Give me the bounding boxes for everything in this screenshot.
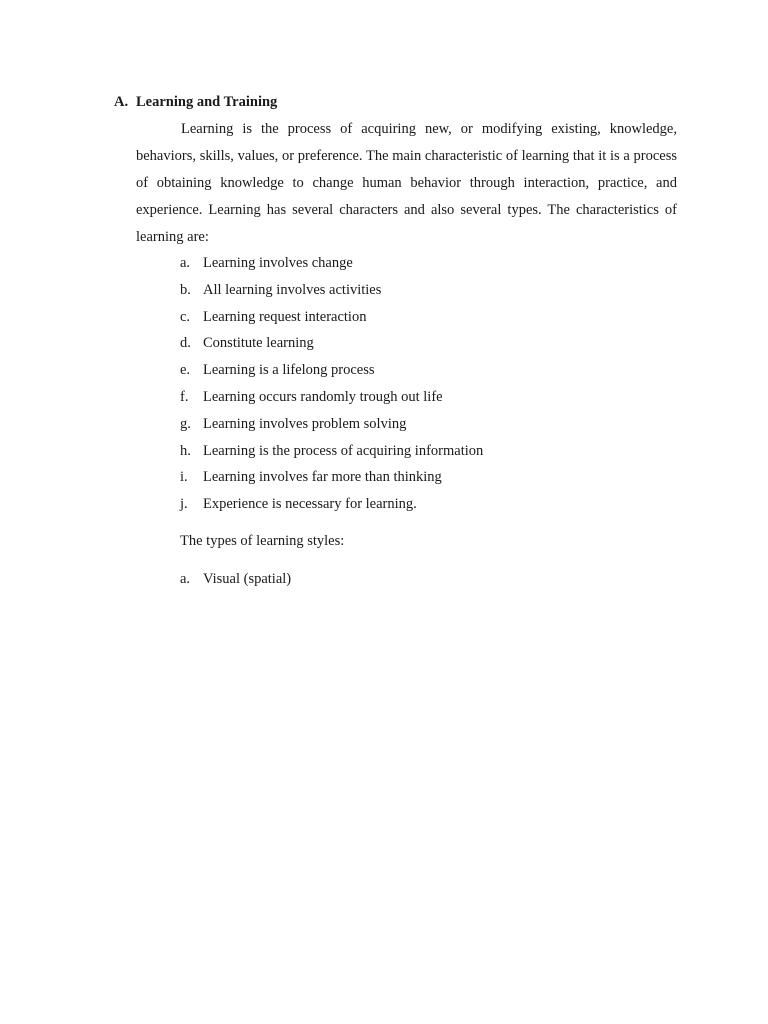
list-item	[180, 566, 291, 593]
list-marker: j.	[180, 496, 188, 513]
list-item	[180, 250, 483, 277]
list-item-text: Visual (spatial)	[203, 571, 292, 587]
section-title: Learning and Training	[136, 94, 278, 110]
list-item	[180, 384, 483, 411]
list-item-text: Learning request interaction	[203, 308, 367, 325]
list-item-text: Learning involves far more than thinking	[203, 469, 442, 486]
list-item-text: Learning occurs randomly trough out life	[203, 388, 443, 405]
list-marker: d.	[180, 335, 191, 352]
list-marker: g.	[180, 415, 191, 432]
list-item-text: Learning is a lifelong process	[203, 362, 375, 379]
list-item-text: All learning involves activities	[203, 281, 382, 298]
list-marker: f.	[180, 388, 189, 405]
list-item	[180, 330, 483, 357]
learning-styles-list	[180, 566, 291, 593]
list-item-text: Constitute learning	[203, 335, 314, 352]
list-item-text: Learning involves problem solving	[203, 415, 407, 432]
list-item-text: Learning involves change	[203, 255, 353, 271]
list-item	[180, 411, 483, 438]
list-item	[180, 277, 483, 304]
styles-intro: The types of learning styles:	[180, 533, 345, 549]
list-marker: b.	[180, 281, 191, 298]
list-marker: a.	[180, 255, 191, 271]
section-number: A.	[114, 94, 129, 110]
list-marker: i.	[180, 469, 188, 486]
list-marker: a.	[180, 571, 191, 587]
list-marker: e.	[180, 362, 191, 379]
section-heading	[114, 93, 277, 111]
intro-paragraph: Learning is the process of acquiring new, or modifying existing, knowledge, behaviors, skills, values, or preference. The main characteristic of learning that it is a process of obtaining knowledge to change human behavior through interaction, practice, and experience. Learning has several characters and also several types. The characteristics of learning are:	[136, 121, 677, 245]
list-item	[180, 304, 483, 331]
list-item-text: Learning is the process of acquiring information	[203, 442, 484, 459]
list-item-text: Experience is necessary for learning.	[203, 496, 417, 513]
list-item	[180, 438, 483, 465]
list-marker: c.	[180, 308, 191, 325]
list-item	[180, 491, 483, 518]
list-marker: h.	[180, 442, 191, 459]
characteristics-list	[180, 250, 483, 518]
list-item	[180, 464, 483, 491]
list-item	[180, 357, 483, 384]
